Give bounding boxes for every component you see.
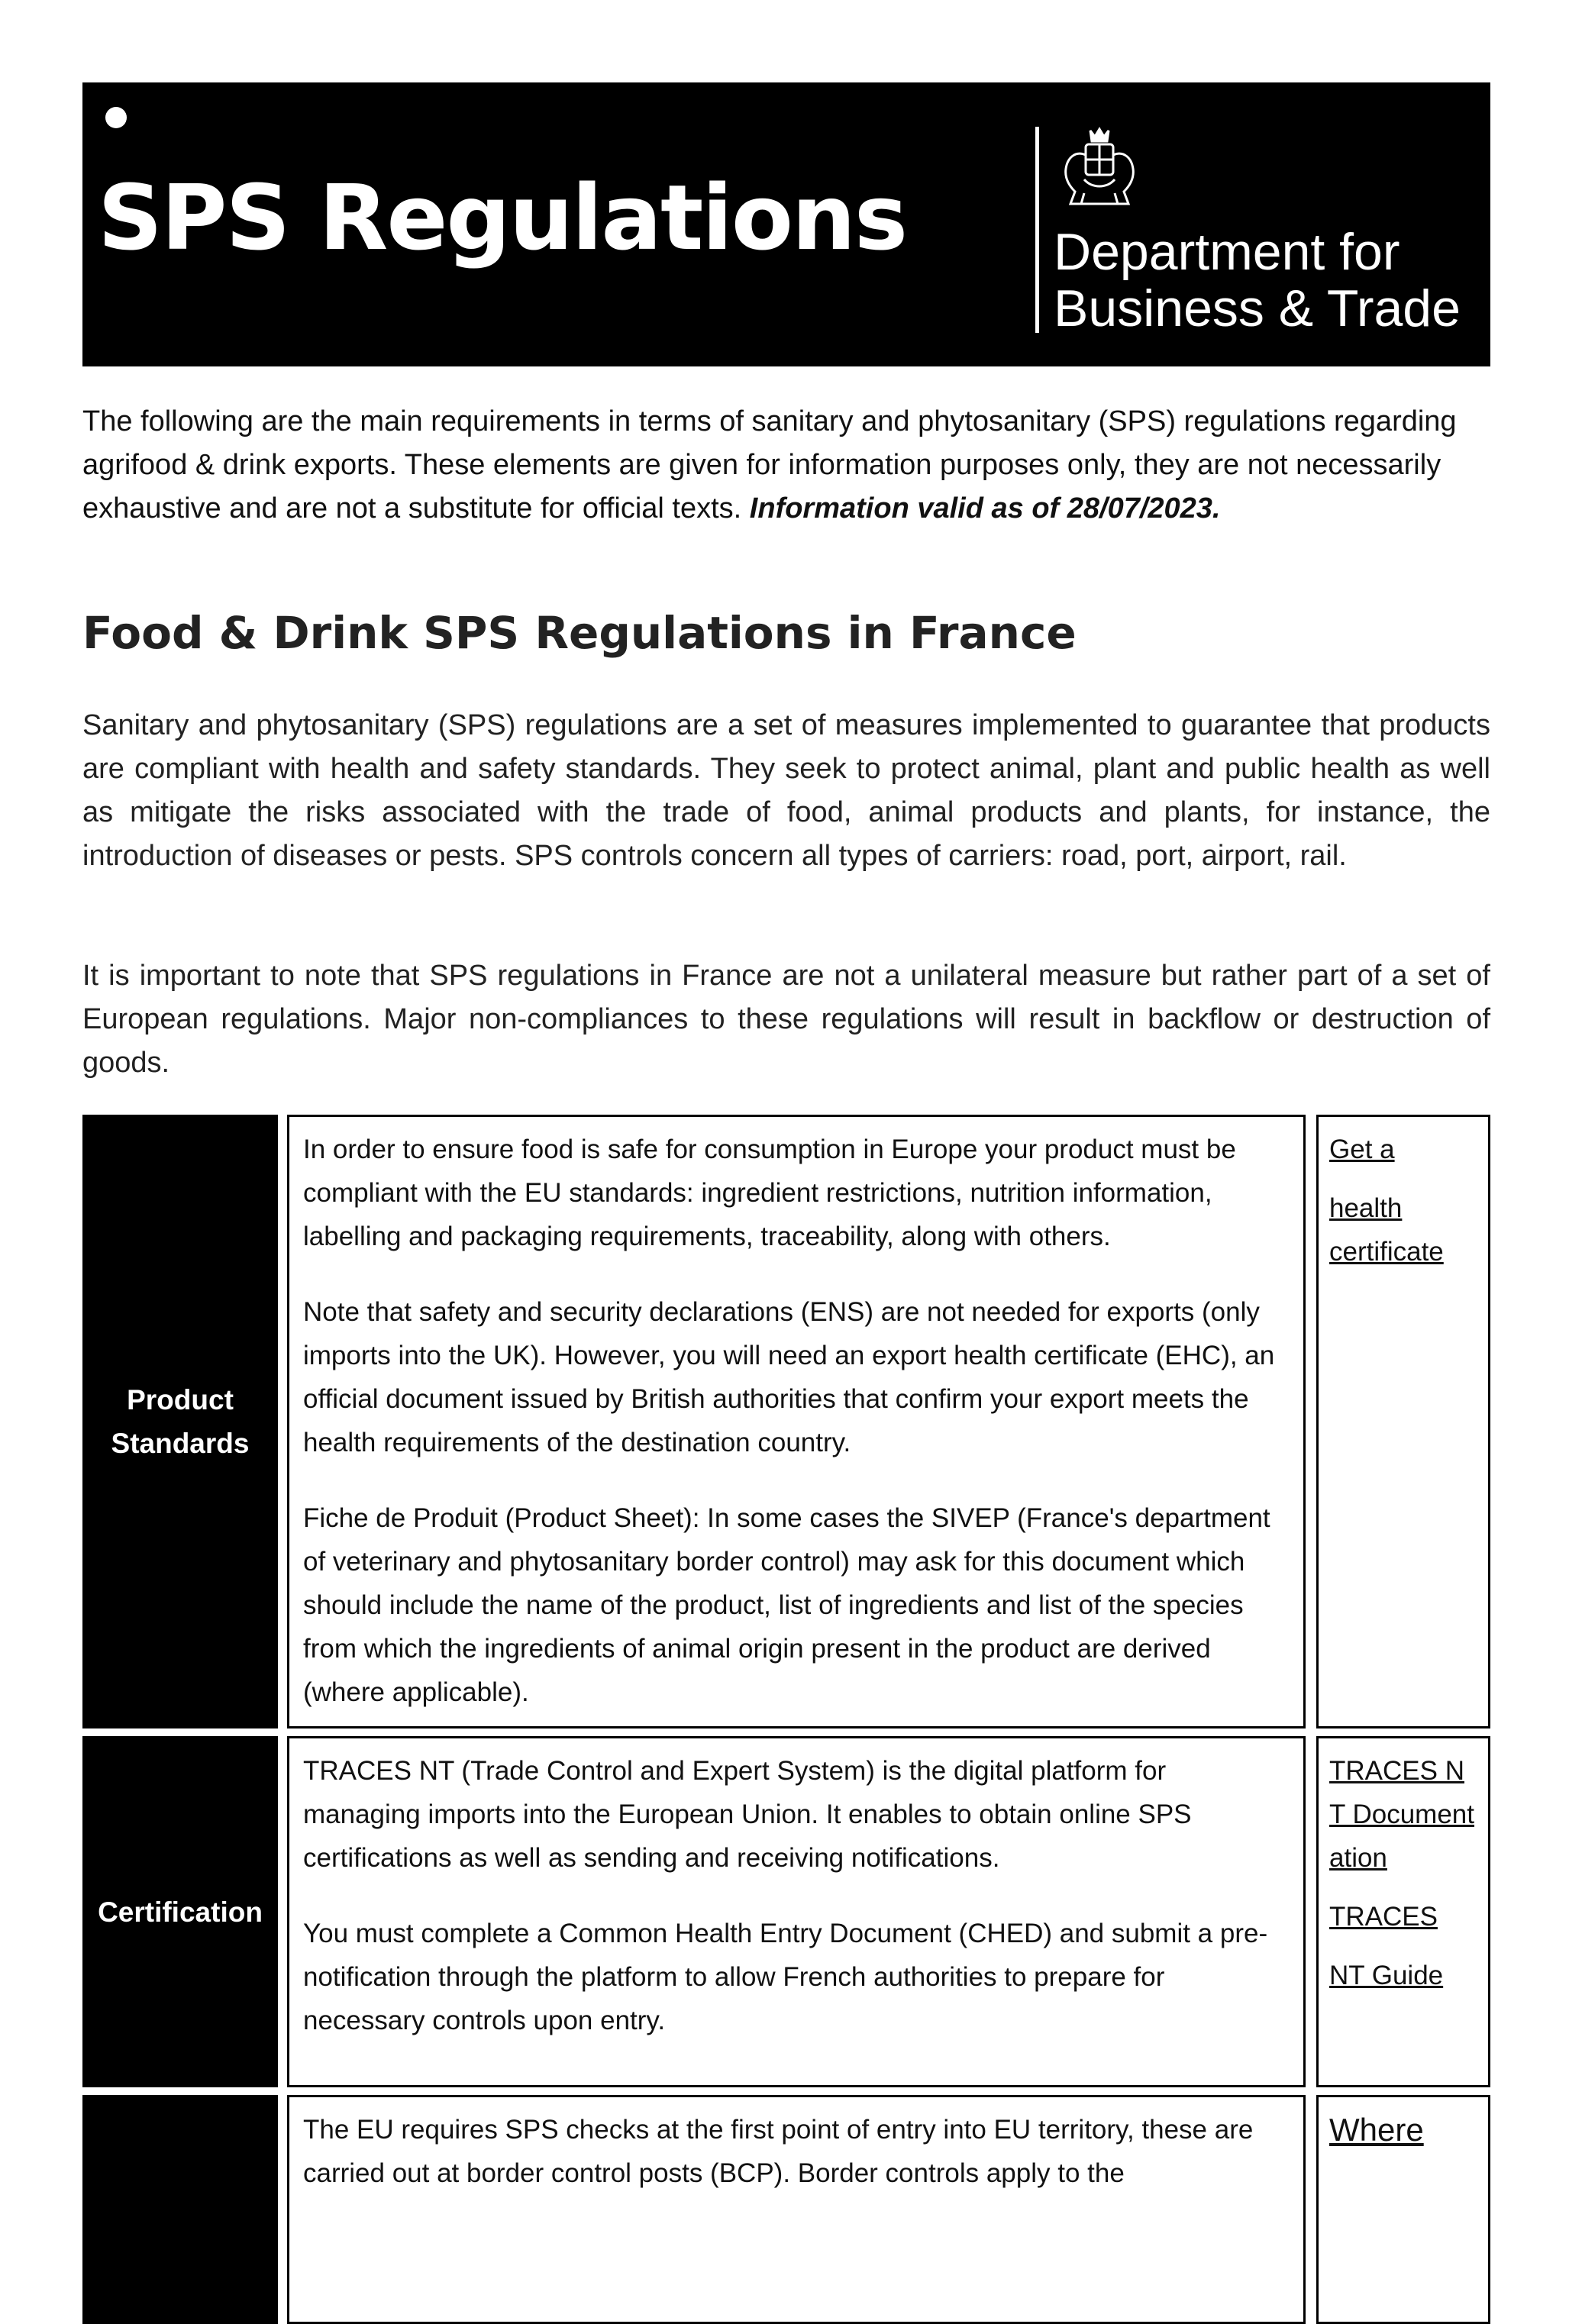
validity-note: Information valid as of 28/07/2023. [749,492,1221,525]
department-name [1054,224,1461,337]
row-content-border-controls [287,2095,1306,2324]
bullet-dot [105,107,127,128]
row-paragraph: Fiche de Produit (Product Sheet): In some cases the SIVEP (France's department of veterinary and phytosanitary border control) may ask for this document which should include the name of the product, list of ingredients and list of the species from which the ingredients of animal origin present in the product are derived (where applicable). [303,1503,1270,1707]
row-links-border-controls [1316,2095,1490,2324]
header-banner [82,82,1490,366]
row-links-product-standards [1316,1115,1490,1728]
row-paragraph: Note that safety and security declarations (ENS) are not needed for exports (only imports into the UK). However, you will need an export health certificate (EHC), an official document issued by British authorities that confirm your export meets the health requirements of the destination country. [303,1297,1275,1457]
row-label-certification: Certification [82,1736,278,2087]
get-a-link[interactable]: Get a [1329,1135,1395,1164]
page-title: SPS Regulations [98,165,907,270]
where-link[interactable]: Where [1329,2112,1424,2148]
eu-regulations-paragraph: It is important to note that SPS regulations in France are not a unilateral measure but rather part of a set of European regulations. Major non-compliances to these regulations will result in backflow or destruction of goods. [82,960,1490,1079]
intro-text: The following are the main requirements in terms of sanitary and phytosanitary (SPS) regulations regarding agrifood & drink exports. These elements are given for information purposes only, they are not necessarily exhaustive and are not a substitute for official texts. [82,405,1457,525]
row-label-border-controls [82,2095,278,2324]
traces-nt-documentation-link[interactable]: TRACES NT Documentation [1329,1756,1474,1873]
header-divider [1035,127,1039,333]
row-paragraph: The EU requires SPS checks at the first point of entry into EU territory, these are carried out at border control posts (BCP). Border controls apply to the [303,2115,1254,2188]
health-certificate-link[interactable]: health certificate [1329,1193,1444,1267]
row-paragraph: TRACES NT (Trade Control and Expert System) is the digital platform for managing imports into the European Union. It enables to obtain online SPS certifications as well as sending and receiving notifications. [303,1756,1192,1873]
department-line-1: Department for [1054,223,1400,281]
intro-paragraph [82,400,1490,531]
nt-guide-link[interactable]: NT Guide [1329,1961,1444,1990]
row-paragraph: In order to ensure food is safe for consumption in Europe your product must be compliant with the EU standards: ingredient restrictions, nutrition information, labelling and packaging requirements, traceability, along with others. [303,1135,1236,1251]
row-paragraph: You must complete a Common Health Entry Document (CHED) and submit a pre-notification through the platform to allow French authorities to prepare for necessary controls upon entry. [303,1919,1268,2035]
royal-coat-of-arms-icon [1054,124,1145,216]
row-label-product-standards: Product Standards [82,1115,278,1728]
department-line-2: Business & Trade [1054,279,1461,337]
row-content-certification [287,1736,1306,2087]
sps-definition-paragraph: Sanitary and phytosanitary (SPS) regulations are a set of measures implemented to guarantee that products are compliant with health and safety standards. They seek to protect animal, plant and public health as well as mitigate the risks associated with the trade of food, animal products and plants, for instance, the introduction of diseases or pests. SPS controls concern all types of carriers: road, port, airport, rail. [82,709,1490,872]
row-links-certification [1316,1736,1490,2087]
section-heading: Food & Drink SPS Regulations in France [82,607,1077,659]
traces-link[interactable]: TRACES [1329,1902,1438,1932]
row-content-product-standards [287,1115,1306,1728]
